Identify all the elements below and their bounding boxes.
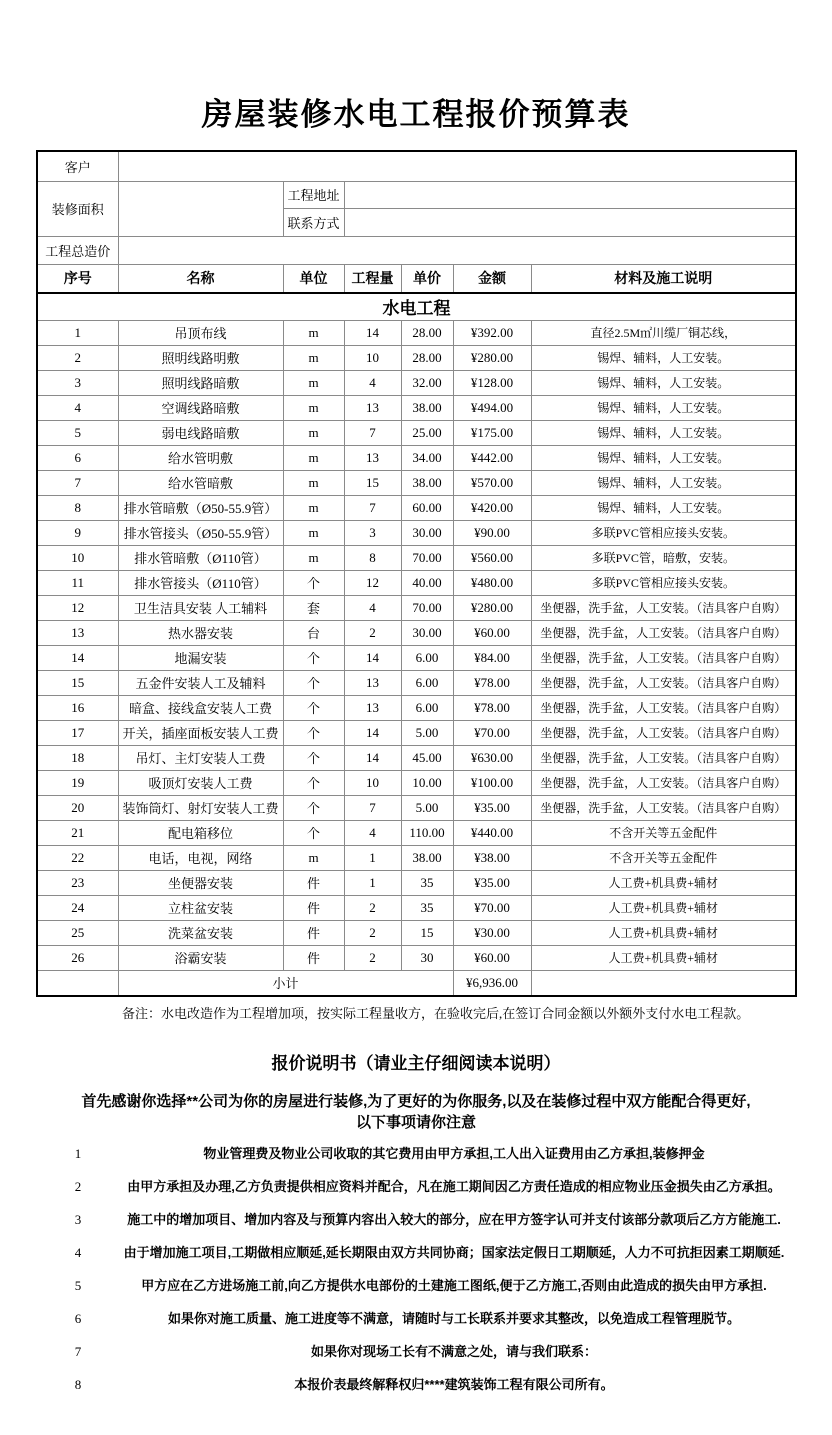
subtotal-empty-note-cell bbox=[531, 970, 796, 996]
table-row bbox=[37, 395, 796, 420]
table-row bbox=[37, 845, 796, 870]
cell-amount: ¥60.00 bbox=[453, 620, 531, 645]
cell-no: 21 bbox=[37, 820, 118, 845]
cell-name: 照明线路暗敷 bbox=[118, 370, 283, 395]
cell-note: 坐便器，洗手盆，人工安装。（洁具客户自购） bbox=[531, 720, 796, 745]
cell-qty: 2 bbox=[344, 895, 401, 920]
cell-qty: 14 bbox=[344, 645, 401, 670]
cell-qty: 14 bbox=[344, 720, 401, 745]
cell-amount: ¥70.00 bbox=[453, 720, 531, 745]
cell-amount: ¥494.00 bbox=[453, 395, 531, 420]
cell-amount: ¥90.00 bbox=[453, 520, 531, 545]
cell-price: 40.00 bbox=[401, 570, 453, 595]
table-row bbox=[37, 470, 796, 495]
cell-unit: m bbox=[283, 445, 344, 470]
cell-unit: 个 bbox=[283, 570, 344, 595]
cell-name: 吸顶灯安装人工费 bbox=[118, 770, 283, 795]
notice-item-number: 5 bbox=[74, 1278, 82, 1294]
cell-price: 5.00 bbox=[401, 720, 453, 745]
cell-amount: ¥175.00 bbox=[453, 420, 531, 445]
cell-qty: 14 bbox=[344, 745, 401, 770]
cell-amount: ¥60.00 bbox=[453, 945, 531, 970]
cell-name: 坐便器安装 bbox=[118, 870, 283, 895]
table-row bbox=[37, 370, 796, 395]
cell-price: 45.00 bbox=[401, 745, 453, 770]
cell-note: 坐便器，洗手盆，人工安装。（洁具客户自购） bbox=[531, 770, 796, 795]
cell-name: 吊灯、主灯安装人工费 bbox=[118, 745, 283, 770]
cell-no: 13 bbox=[37, 620, 118, 645]
notice-item bbox=[0, 1146, 832, 1179]
cell-unit: 个 bbox=[283, 770, 344, 795]
table-row bbox=[37, 695, 796, 720]
cell-name: 给水管明敷 bbox=[118, 445, 283, 470]
address-value-cell[interactable] bbox=[344, 181, 796, 208]
cell-amount: ¥420.00 bbox=[453, 495, 531, 520]
notice-item bbox=[0, 1278, 832, 1311]
cell-qty: 1 bbox=[344, 870, 401, 895]
subtotal-amount: ¥6,936.00 bbox=[453, 970, 531, 996]
cell-note: 坐便器，洗手盆，人工安装。（洁具客户自购） bbox=[531, 645, 796, 670]
cell-qty: 4 bbox=[344, 595, 401, 620]
cell-unit: 个 bbox=[283, 645, 344, 670]
notice-item-text: 如果你对现场工长有不满意之处，请与我们联系： bbox=[310, 1344, 597, 1360]
notice-item-number: 7 bbox=[74, 1344, 82, 1360]
notice-item-text: 由于增加施工项目,工期做相应顺延,延长期限由双方共同协商；国家法定假日工期顺延，人力不可抗拒因素工期顺延. bbox=[123, 1245, 785, 1261]
cell-price: 25.00 bbox=[401, 420, 453, 445]
cell-price: 6.00 bbox=[401, 670, 453, 695]
cell-name: 排水管暗敷（Ø110管） bbox=[118, 545, 283, 570]
cell-price: 70.00 bbox=[401, 595, 453, 620]
cell-unit: 件 bbox=[283, 945, 344, 970]
cell-name: 地漏安装 bbox=[118, 645, 283, 670]
cell-no: 11 bbox=[37, 570, 118, 595]
cell-no: 24 bbox=[37, 895, 118, 920]
cell-no: 5 bbox=[37, 420, 118, 445]
notice-item bbox=[0, 1344, 832, 1377]
cell-name: 卫生洁具安装 人工辅料 bbox=[118, 595, 283, 620]
quotation-table bbox=[36, 150, 797, 997]
table-row bbox=[37, 595, 796, 620]
cell-unit: 台 bbox=[283, 620, 344, 645]
customer-label: 客户 bbox=[37, 151, 118, 181]
area-label: 装修面积 bbox=[37, 181, 118, 236]
table-row bbox=[37, 420, 796, 445]
cell-no: 7 bbox=[37, 470, 118, 495]
subtotal-section bbox=[37, 970, 796, 996]
cell-no: 26 bbox=[37, 945, 118, 970]
cell-price: 6.00 bbox=[401, 645, 453, 670]
cell-no: 6 bbox=[37, 445, 118, 470]
cell-note: 锡焊、辅料，人工安装。 bbox=[531, 470, 796, 495]
cell-price: 110.00 bbox=[401, 820, 453, 845]
cell-qty: 7 bbox=[344, 420, 401, 445]
cell-unit: m bbox=[283, 845, 344, 870]
cell-no: 9 bbox=[37, 520, 118, 545]
cell-unit: m bbox=[283, 520, 344, 545]
table-row bbox=[37, 920, 796, 945]
cell-qty: 2 bbox=[344, 620, 401, 645]
column-header-name: 名称 bbox=[118, 264, 283, 293]
cell-price: 28.00 bbox=[401, 320, 453, 345]
cell-note: 锡焊、辅料，人工安装。 bbox=[531, 345, 796, 370]
cell-price: 28.00 bbox=[401, 345, 453, 370]
info-section bbox=[37, 151, 796, 320]
cell-name: 暗盒、接线盒安装人工费 bbox=[118, 695, 283, 720]
cell-note: 坐便器，洗手盆，人工安装。（洁具客户自购） bbox=[531, 795, 796, 820]
cell-price: 15 bbox=[401, 920, 453, 945]
cell-name: 排水管暗敷（Ø50-55.9管） bbox=[118, 495, 283, 520]
cell-no: 3 bbox=[37, 370, 118, 395]
cell-note: 坐便器，洗手盆，人工安装。（洁具客户自购） bbox=[531, 595, 796, 620]
cell-note: 锡焊、辅料，人工安装。 bbox=[531, 445, 796, 470]
cell-unit: 个 bbox=[283, 670, 344, 695]
page-title: 房屋装修水电工程报价预算表 bbox=[201, 97, 631, 132]
cell-qty: 8 bbox=[344, 545, 401, 570]
cell-qty: 1 bbox=[344, 845, 401, 870]
address-label: 工程地址 bbox=[283, 181, 344, 208]
cell-qty: 7 bbox=[344, 495, 401, 520]
cell-name: 电话，电视，网络 bbox=[118, 845, 283, 870]
notice-intro-line2: 以下事项请你注意 bbox=[355, 1114, 476, 1132]
cell-name: 照明线路明敷 bbox=[118, 345, 283, 370]
footnote: 备注：水电改造作为工程增加项，按实际工程量收方，在验收完后,在签订合同金额以外额外支付水电工程款。 bbox=[122, 1006, 750, 1022]
total-cost-value-cell[interactable] bbox=[118, 236, 796, 264]
table-row bbox=[37, 770, 796, 795]
table-row bbox=[37, 670, 796, 695]
cell-price: 38.00 bbox=[401, 395, 453, 420]
table-row bbox=[37, 645, 796, 670]
cell-unit: m bbox=[283, 495, 344, 520]
table-row bbox=[37, 620, 796, 645]
table-row bbox=[37, 445, 796, 470]
notice-list bbox=[0, 1146, 832, 1410]
cell-note: 不含开关等五金配件 bbox=[531, 845, 796, 870]
table-rows bbox=[37, 320, 796, 970]
cell-price: 38.00 bbox=[401, 470, 453, 495]
cell-amount: ¥440.00 bbox=[453, 820, 531, 845]
cell-unit: m bbox=[283, 345, 344, 370]
cell-amount: ¥100.00 bbox=[453, 770, 531, 795]
cell-unit: 个 bbox=[283, 795, 344, 820]
cell-no: 23 bbox=[37, 870, 118, 895]
notice-item-number: 8 bbox=[74, 1377, 82, 1393]
cell-qty: 15 bbox=[344, 470, 401, 495]
cell-no: 12 bbox=[37, 595, 118, 620]
cell-unit: m bbox=[283, 320, 344, 345]
cell-amount: ¥442.00 bbox=[453, 445, 531, 470]
cell-no: 14 bbox=[37, 645, 118, 670]
cell-qty: 10 bbox=[344, 345, 401, 370]
cell-name: 装饰筒灯、射灯安装人工费 bbox=[118, 795, 283, 820]
cell-name: 空调线路暗敷 bbox=[118, 395, 283, 420]
cell-no: 20 bbox=[37, 795, 118, 820]
area-address-row bbox=[37, 181, 796, 208]
cell-no: 19 bbox=[37, 770, 118, 795]
cell-unit: m bbox=[283, 395, 344, 420]
cell-unit: 个 bbox=[283, 695, 344, 720]
cell-unit: 件 bbox=[283, 870, 344, 895]
cell-price: 38.00 bbox=[401, 845, 453, 870]
table-row bbox=[37, 345, 796, 370]
column-header-qty: 工程量 bbox=[344, 264, 401, 293]
subtotal-row bbox=[37, 970, 796, 996]
cell-price: 5.00 bbox=[401, 795, 453, 820]
cell-amount: ¥35.00 bbox=[453, 795, 531, 820]
cell-amount: ¥38.00 bbox=[453, 845, 531, 870]
notice-heading: 报价说明书（请业主仔细阅读本说明） bbox=[271, 1054, 561, 1074]
cell-qty: 3 bbox=[344, 520, 401, 545]
section-title-row bbox=[37, 293, 796, 320]
notice-item-text: 物业管理费及物业公司收取的其它费用由甲方承担,工人出入证费用由乙方承担,装修押金 bbox=[203, 1146, 705, 1162]
notice-item bbox=[0, 1377, 832, 1410]
cell-amount: ¥128.00 bbox=[453, 370, 531, 395]
cell-no: 1 bbox=[37, 320, 118, 345]
cell-qty: 4 bbox=[344, 820, 401, 845]
table-row bbox=[37, 895, 796, 920]
cell-note: 坐便器，洗手盆，人工安装。（洁具客户自购） bbox=[531, 695, 796, 720]
cell-amount: ¥560.00 bbox=[453, 545, 531, 570]
section-title: 水电工程 bbox=[37, 293, 796, 320]
cell-no: 22 bbox=[37, 845, 118, 870]
contact-label: 联系方式 bbox=[283, 208, 344, 236]
cell-no: 18 bbox=[37, 745, 118, 770]
cell-name: 立柱盆安装 bbox=[118, 895, 283, 920]
customer-value-cell[interactable] bbox=[118, 151, 796, 181]
cell-price: 30.00 bbox=[401, 620, 453, 645]
column-header-no: 序号 bbox=[37, 264, 118, 293]
cell-amount: ¥630.00 bbox=[453, 745, 531, 770]
cell-amount: ¥392.00 bbox=[453, 320, 531, 345]
cell-name: 排水管接头（Ø110管） bbox=[118, 570, 283, 595]
cell-note: 人工费+机具费+辅材 bbox=[531, 870, 796, 895]
cell-price: 35 bbox=[401, 870, 453, 895]
cell-no: 8 bbox=[37, 495, 118, 520]
cell-qty: 4 bbox=[344, 370, 401, 395]
total-cost-row bbox=[37, 236, 796, 264]
cell-name: 吊顶布线 bbox=[118, 320, 283, 345]
cell-amount: ¥78.00 bbox=[453, 670, 531, 695]
notice-item-text: 由甲方承担及办理,乙方负责提供相应资料并配合，凡在施工期间因乙方责任造成的相应物业压金损失由乙方承担。 bbox=[127, 1179, 781, 1195]
table-row bbox=[37, 720, 796, 745]
table-row bbox=[37, 495, 796, 520]
cell-amount: ¥280.00 bbox=[453, 345, 531, 370]
cell-unit: 个 bbox=[283, 720, 344, 745]
cell-unit: 套 bbox=[283, 595, 344, 620]
cell-qty: 13 bbox=[344, 695, 401, 720]
notice-item-text: 如果你对施工质量、施工进度等不满意，请随时与工长联系并要求其整改，以免造成工程管理脱节。 bbox=[167, 1311, 740, 1327]
cell-qty: 13 bbox=[344, 395, 401, 420]
cell-amount: ¥84.00 bbox=[453, 645, 531, 670]
cell-name: 开关，插座面板安装人工费 bbox=[118, 720, 283, 745]
notice-item-number: 6 bbox=[74, 1311, 82, 1327]
cell-note: 锡焊、辅料，人工安装。 bbox=[531, 395, 796, 420]
notice-item-text: 施工中的增加项目、增加内容及与预算内容出入较大的部分，应在甲方签字认可并支付该部分款项后乙方方能施工. bbox=[127, 1212, 781, 1228]
cell-qty: 13 bbox=[344, 670, 401, 695]
customer-row bbox=[37, 151, 796, 181]
cell-note: 坐便器，洗手盆，人工安装。（洁具客户自购） bbox=[531, 745, 796, 770]
cell-note: 不含开关等五金配件 bbox=[531, 820, 796, 845]
notice-item-number: 2 bbox=[74, 1179, 82, 1195]
cell-name: 浴霸安装 bbox=[118, 945, 283, 970]
cell-unit: 件 bbox=[283, 895, 344, 920]
cell-no: 10 bbox=[37, 545, 118, 570]
table-row bbox=[37, 545, 796, 570]
cell-unit: 件 bbox=[283, 920, 344, 945]
cell-no: 25 bbox=[37, 920, 118, 945]
cell-no: 2 bbox=[37, 345, 118, 370]
column-header-notes: 材料及施工说明 bbox=[531, 264, 796, 293]
cell-qty: 10 bbox=[344, 770, 401, 795]
notice-intro-line1: 首先感谢你选择**公司为你的房屋进行装修,为了更好的为你服务,以及在装修过程中双方能配合得更好, bbox=[81, 1093, 751, 1111]
cell-qty: 14 bbox=[344, 320, 401, 345]
table-row bbox=[37, 945, 796, 970]
cell-price: 35 bbox=[401, 895, 453, 920]
notice-item bbox=[0, 1311, 832, 1344]
cell-note: 锡焊、辅料，人工安装。 bbox=[531, 420, 796, 445]
total-cost-label: 工程总造价 bbox=[37, 236, 118, 264]
notice-item bbox=[0, 1245, 832, 1278]
table-row bbox=[37, 745, 796, 770]
cell-price: 10.00 bbox=[401, 770, 453, 795]
cell-unit: m bbox=[283, 545, 344, 570]
cell-name: 弱电线路暗敷 bbox=[118, 420, 283, 445]
table-row bbox=[37, 520, 796, 545]
contact-value-cell[interactable] bbox=[344, 208, 796, 236]
cell-no: 4 bbox=[37, 395, 118, 420]
cell-unit: m bbox=[283, 370, 344, 395]
cell-qty: 13 bbox=[344, 445, 401, 470]
cell-note: 多联PVC管相应接头安装。 bbox=[531, 570, 796, 595]
notice-item-text: 本报价表最终解释权归****建筑装饰工程有限公司所有。 bbox=[294, 1377, 614, 1393]
notice-intro bbox=[20, 1091, 812, 1133]
cell-note: 多联PVC管，暗敷，安装。 bbox=[531, 545, 796, 570]
cell-name: 配电箱移位 bbox=[118, 820, 283, 845]
cell-amount: ¥35.00 bbox=[453, 870, 531, 895]
cell-no: 16 bbox=[37, 695, 118, 720]
cell-unit: m bbox=[283, 470, 344, 495]
cell-amount: ¥570.00 bbox=[453, 470, 531, 495]
column-header-unit: 单位 bbox=[283, 264, 344, 293]
column-header-price: 单价 bbox=[401, 264, 453, 293]
cell-name: 排水管接头（Ø50-55.9管） bbox=[118, 520, 283, 545]
notice-item-number: 1 bbox=[74, 1146, 82, 1162]
cell-qty: 7 bbox=[344, 795, 401, 820]
cell-name: 洗菜盆安装 bbox=[118, 920, 283, 945]
cell-note: 坐便器，洗手盆，人工安装。（洁具客户自购） bbox=[531, 620, 796, 645]
table-row bbox=[37, 795, 796, 820]
cell-no: 15 bbox=[37, 670, 118, 695]
cell-price: 30 bbox=[401, 945, 453, 970]
cell-name: 五金件安装人工及辅料 bbox=[118, 670, 283, 695]
notice-item-text: 甲方应在乙方进场施工前,向乙方提供水电部份的土建施工图纸,便于乙方施工,否则由此造成的损失由甲方承担. bbox=[141, 1278, 767, 1294]
cell-note: 坐便器，洗手盆，人工安装。（洁具客户自购） bbox=[531, 670, 796, 695]
cell-amount: ¥280.00 bbox=[453, 595, 531, 620]
subtotal-empty-no-cell bbox=[37, 970, 118, 996]
notice-item-number: 4 bbox=[74, 1245, 82, 1261]
cell-price: 70.00 bbox=[401, 545, 453, 570]
cell-note: 人工费+机具费+辅材 bbox=[531, 945, 796, 970]
cell-note: 锡焊、辅料，人工安装。 bbox=[531, 495, 796, 520]
cell-no: 17 bbox=[37, 720, 118, 745]
cell-amount: ¥70.00 bbox=[453, 895, 531, 920]
table-row bbox=[37, 870, 796, 895]
cell-note: 多联PVC管相应接头安装。 bbox=[531, 520, 796, 545]
cell-amount: ¥480.00 bbox=[453, 570, 531, 595]
notice-item bbox=[0, 1212, 832, 1245]
cell-note: 人工费+机具费+辅材 bbox=[531, 920, 796, 945]
cell-price: 30.00 bbox=[401, 520, 453, 545]
cell-name: 热水器安装 bbox=[118, 620, 283, 645]
subtotal-label: 小计 bbox=[118, 970, 453, 996]
cell-amount: ¥30.00 bbox=[453, 920, 531, 945]
cell-unit: 个 bbox=[283, 820, 344, 845]
cell-qty: 12 bbox=[344, 570, 401, 595]
cell-qty: 2 bbox=[344, 945, 401, 970]
cell-price: 32.00 bbox=[401, 370, 453, 395]
table-row bbox=[37, 320, 796, 345]
cell-amount: ¥78.00 bbox=[453, 695, 531, 720]
cell-name: 给水管暗敷 bbox=[118, 470, 283, 495]
cell-note: 人工费+机具费+辅材 bbox=[531, 895, 796, 920]
cell-qty: 2 bbox=[344, 920, 401, 945]
cell-price: 34.00 bbox=[401, 445, 453, 470]
cell-price: 6.00 bbox=[401, 695, 453, 720]
area-value-cell[interactable] bbox=[118, 181, 283, 236]
notice-item bbox=[0, 1179, 832, 1212]
column-header-amount: 金额 bbox=[453, 264, 531, 293]
table-header-row bbox=[37, 264, 796, 293]
notice-item-number: 3 bbox=[74, 1212, 82, 1228]
cell-note: 直径2.5M㎡川缆厂铜芯线， bbox=[531, 320, 796, 345]
cell-price: 60.00 bbox=[401, 495, 453, 520]
table-row bbox=[37, 820, 796, 845]
cell-unit: 个 bbox=[283, 745, 344, 770]
cell-unit: m bbox=[283, 420, 344, 445]
table-row bbox=[37, 570, 796, 595]
cell-note: 锡焊、辅料，人工安装。 bbox=[531, 370, 796, 395]
